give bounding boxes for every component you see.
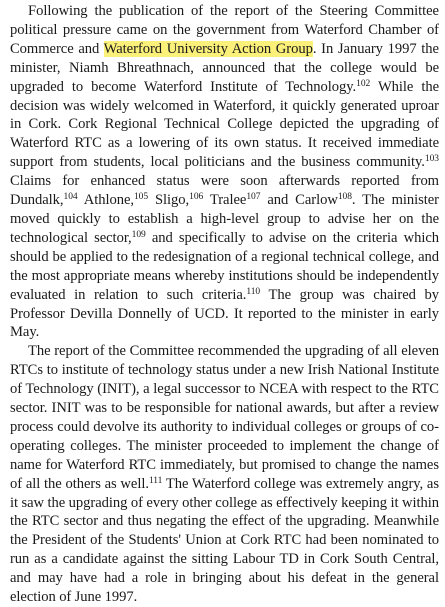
text-run: Athlone, bbox=[77, 192, 134, 209]
footnote-ref: 108 bbox=[337, 192, 352, 203]
footnote-ref: 105 bbox=[133, 192, 149, 203]
highlighted-text: Waterford University Action Group bbox=[103, 40, 313, 57]
text-run: and specifically to advise on the criteria which should be applied to the redesignation of a regional technical college, and the most appropriate means whereby institutions should be independently evaluated in relation to such criteria. bbox=[10, 229, 439, 303]
footnote-ref: 103 bbox=[424, 154, 439, 165]
text-run: The report of the Committee recommended the upgrading of all eleven RTCs to institute of technology status under a new Irish National Institute of Technology (INIT), a legal successor to NCEA with respect to the RTC sector. INIT was to be responsible for national awards, but after a review process could devolve its authority to individual colleges or groups of co-operating colleges. The minister proceeded to implement the change of name for Waterford RTC immediately, but promised to change the names of all the others as well. bbox=[10, 343, 439, 492]
text-run: Following the publication of the report of the Steering Committee political pressure came on the government from Waterford Chamber of Commerce and bbox=[10, 3, 439, 57]
paragraph-2 bbox=[10, 342, 439, 607]
footnote-ref: 111 bbox=[148, 475, 163, 486]
text-run: Claims for enhanced status were soon afterwards reported from Dundalk, bbox=[10, 173, 439, 209]
text-run: The Waterford college was extremely angry, as it saw the upgrading of every other college as effectively keeping it within the RTC sector and thus negating the effect of the upgrading. Meanwhile the President of the Students' Union at Cork RTC had been nominated to run as a candidate against the sitting Labour TD in Cork South Central, and may have had a role in bringing about his defeat in the general election of June 1997. bbox=[10, 475, 439, 606]
footnote-ref: 110 bbox=[246, 286, 261, 297]
footnote-ref: 106 bbox=[189, 192, 204, 203]
text-run: The group was chaired by Professor Devilla Donnelly of UCD. It reported to the minister in early May. bbox=[10, 286, 439, 341]
text-run: Sligo, bbox=[148, 192, 190, 209]
text-run: While the decision was widely welcomed in Waterford, it quickly generated uproar in Cork. Cork Regional Technical College depicted the upgrading of Waterford RTC as a lowering of its own status. It received immediate support from students, local politicians and the business community. bbox=[10, 78, 439, 171]
text-run: . The minister moved quickly to establish a high-level group to advise her on the technological sector, bbox=[10, 192, 439, 246]
footnote-ref: 107 bbox=[246, 192, 261, 203]
footnote-ref: 109 bbox=[131, 230, 146, 241]
text-run: and Carlow bbox=[260, 192, 338, 209]
text-run: . In January 1997 the minister, Niamh Bhreathnach, announced that the college would be upgraded to become Waterford Institute of Technology. bbox=[10, 40, 439, 95]
text-run: Tralee bbox=[203, 192, 247, 209]
paragraph-1 bbox=[10, 2, 439, 342]
footnote-ref: 102 bbox=[356, 78, 371, 89]
footnote-ref: 104 bbox=[63, 192, 78, 203]
